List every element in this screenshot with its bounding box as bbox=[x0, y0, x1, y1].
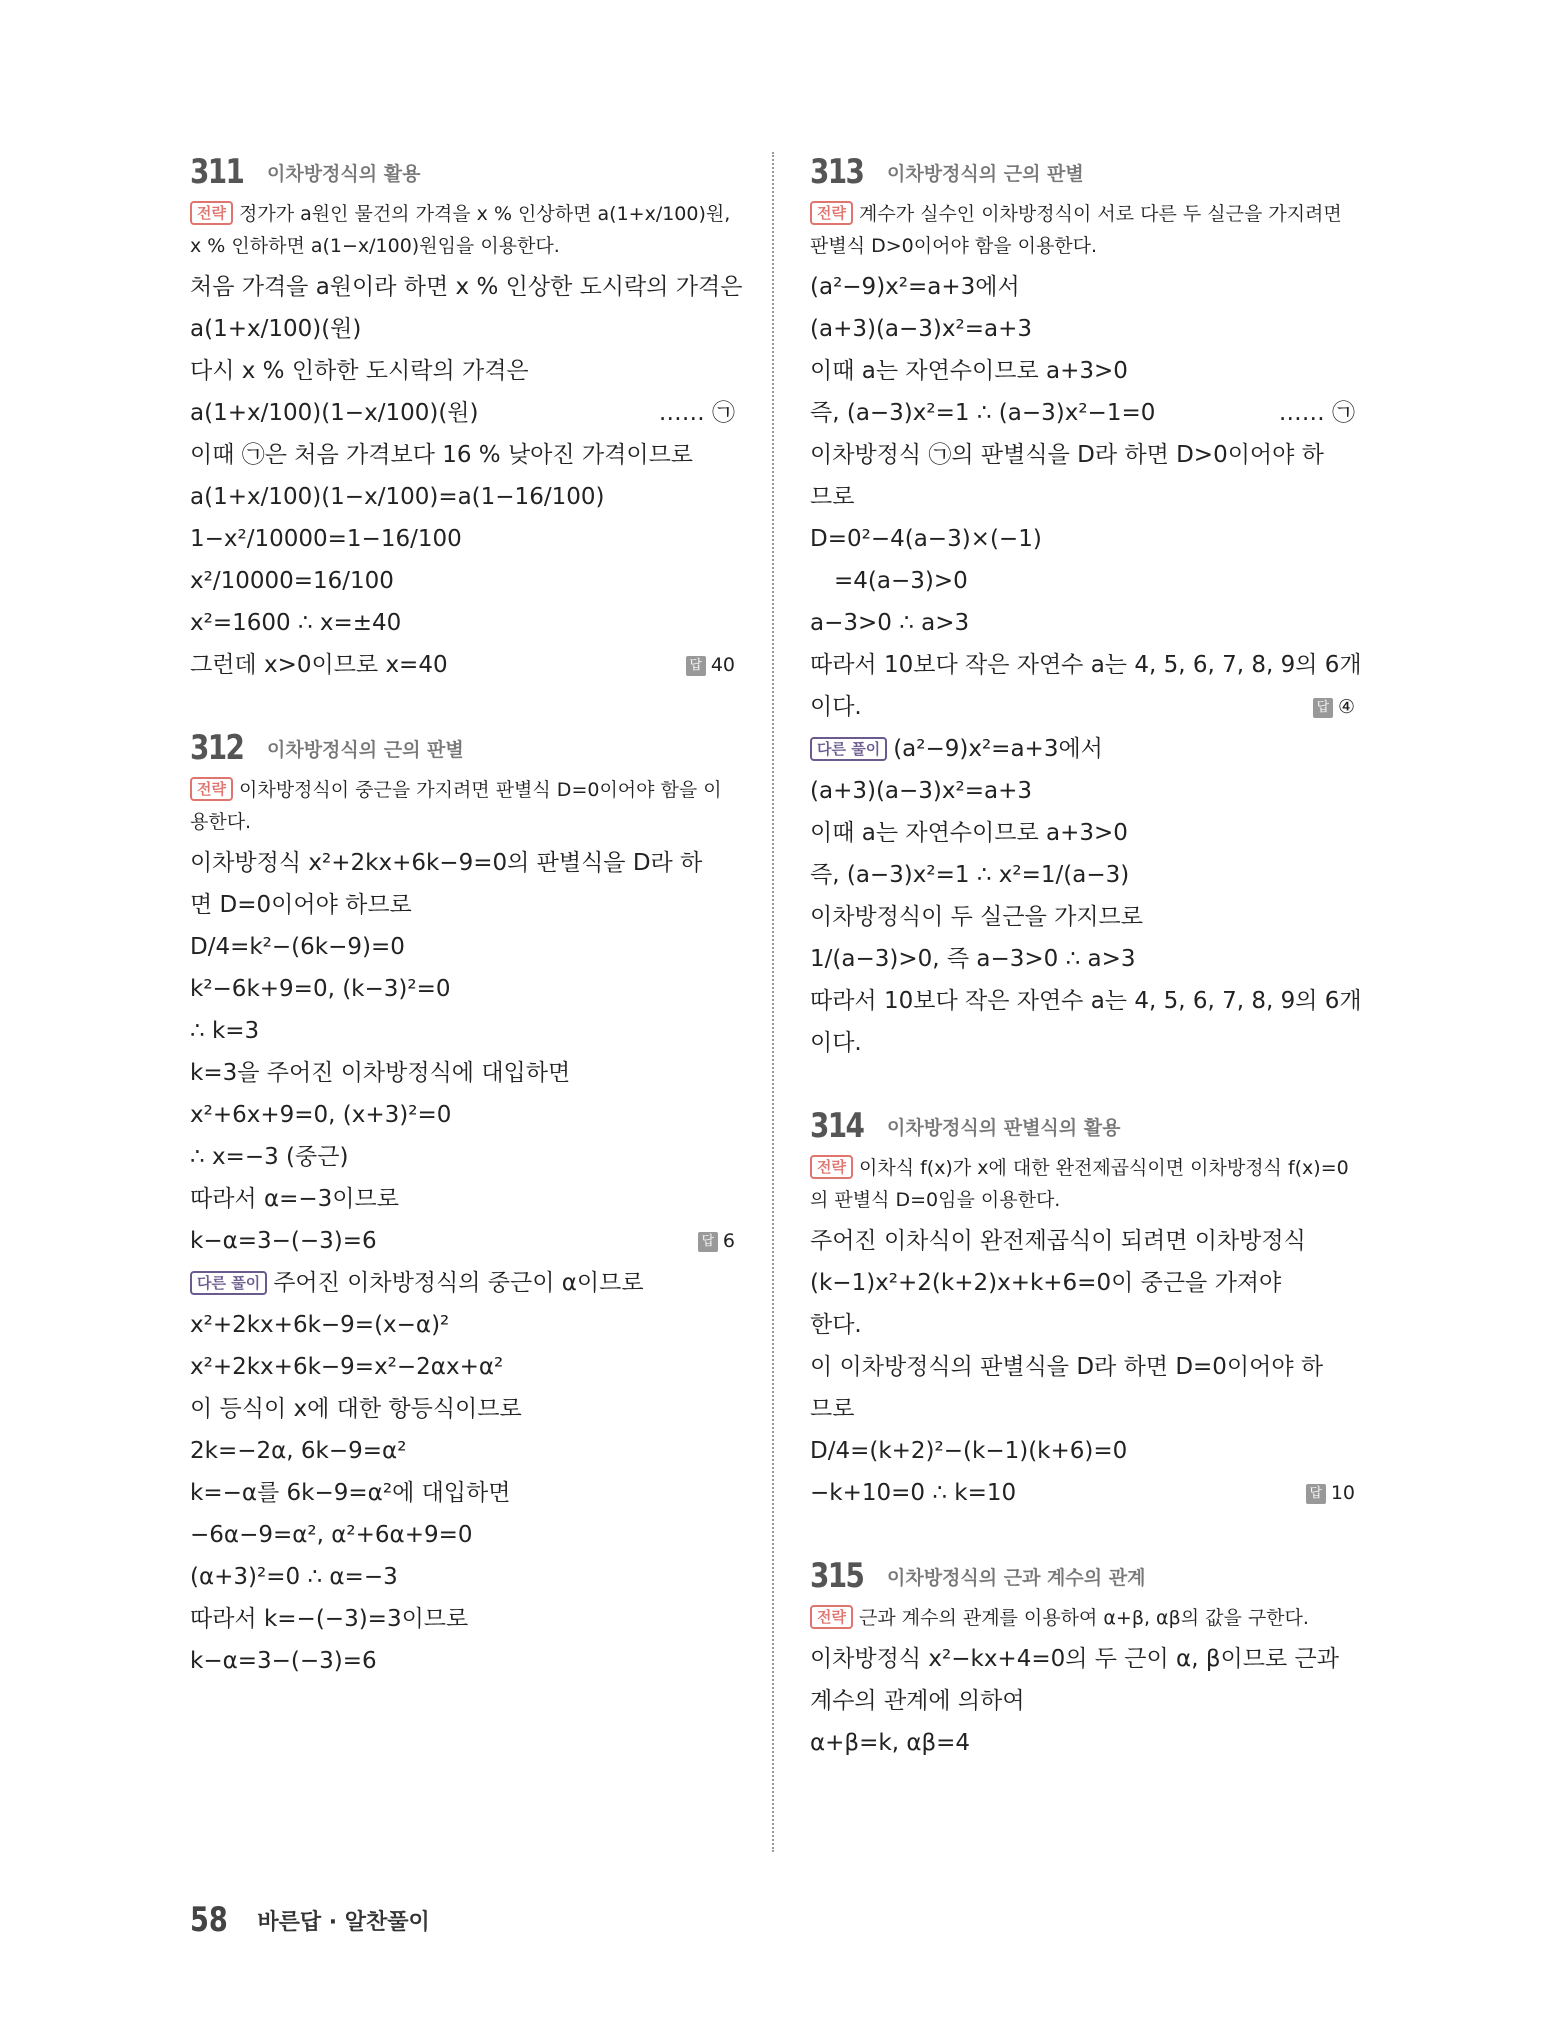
solution-line bbox=[190, 1262, 735, 1304]
problem-section bbox=[810, 150, 1362, 1064]
alt-solution-tag: 다른 풀이 bbox=[190, 1271, 267, 1295]
solution-text: k²−6k+9=0, (k−3)²=0 bbox=[190, 976, 451, 1002]
problem-title: 이차방정식의 근의 판별 bbox=[266, 738, 464, 761]
solution-line bbox=[810, 728, 1355, 770]
solution-text: 그런데 x>0이므로 x=40 bbox=[190, 652, 448, 678]
solution-text: 이차방정식 x²−kx+4=0의 두 근이 α, β이므로 근과 bbox=[810, 1646, 1339, 1672]
solution-text: −k+10=0 ∴ k=10 bbox=[810, 1480, 1017, 1506]
solution-text: 이다. bbox=[810, 1030, 862, 1056]
solution-line bbox=[810, 392, 1355, 434]
solution-line bbox=[190, 926, 735, 968]
solution-line bbox=[810, 896, 1355, 938]
solution-text: 계수의 관계에 의하여 bbox=[810, 1688, 1025, 1714]
strategy-note bbox=[810, 1152, 1355, 1216]
solution-text: x²+2kx+6k−9=x²−2αx+α² bbox=[190, 1354, 504, 1380]
solution-line bbox=[810, 1220, 1355, 1262]
solution-text: (a+3)(a−3)x²=a+3 bbox=[810, 778, 1032, 804]
solution-line bbox=[190, 644, 735, 686]
solution-line bbox=[810, 1430, 1355, 1472]
solution-text: ∴ x=−3 (중근) bbox=[190, 1144, 349, 1170]
solution-line bbox=[190, 1430, 735, 1472]
solution-line bbox=[190, 1304, 735, 1346]
solution-line bbox=[190, 392, 735, 434]
solution-line bbox=[190, 1388, 735, 1430]
solution-line bbox=[810, 686, 1355, 728]
problem-header bbox=[810, 1554, 1355, 1598]
solution-text: 즉, (a−3)x²=1 ∴ (a−3)x²−1=0 bbox=[810, 400, 1156, 426]
solution-text: 따라서 α=−3이므로 bbox=[190, 1186, 399, 1212]
alt-solution-tag: 다른 풀이 bbox=[810, 737, 887, 761]
strategy-text: 이차방정식이 중근을 가지려면 판별식 D=0이어야 함을 이용한다. bbox=[190, 779, 722, 833]
problem-number: 312 bbox=[190, 728, 244, 768]
strategy-note bbox=[810, 1602, 1355, 1634]
solution-line bbox=[810, 854, 1355, 896]
solution-text: 이때 ㉠은 처음 가격보다 16 % 낮아진 가격이므로 bbox=[190, 442, 694, 468]
solution-line bbox=[190, 884, 735, 926]
solution-line bbox=[190, 350, 735, 392]
problem-section bbox=[810, 1104, 1355, 1514]
answer-value: 10 bbox=[1330, 1482, 1355, 1504]
solution-line bbox=[810, 1638, 1355, 1680]
solution-text: 므로 bbox=[810, 484, 855, 510]
solution-text: 따라서 10보다 작은 자연수 a는 4, 5, 6, 7, 8, 9의 6개 bbox=[810, 988, 1362, 1014]
answer-value: ④ bbox=[1337, 696, 1355, 718]
solution-text: 1/(a−3)>0, 즉 a−3>0 ∴ a>3 bbox=[810, 946, 1136, 972]
solution-text: k−α=3−(−3)=6 bbox=[190, 1648, 377, 1674]
problem-header bbox=[810, 1104, 1355, 1148]
solution-line bbox=[810, 434, 1355, 476]
solution-text: 따라서 k=−(−3)=3이므로 bbox=[190, 1606, 469, 1632]
solution-text: D=0²−4(a−3)×(−1) bbox=[810, 526, 1042, 552]
solution-text: 따라서 10보다 작은 자연수 a는 4, 5, 6, 7, 8, 9의 6개 bbox=[810, 652, 1362, 678]
strategy-tag: 전략 bbox=[810, 201, 853, 225]
solution-line bbox=[810, 1304, 1355, 1346]
solution-line bbox=[190, 1094, 735, 1136]
solution-line bbox=[190, 1052, 735, 1094]
strategy-text: 계수가 실수인 이차방정식이 서로 다른 두 실근을 가지려면 판별식 D>0이어야 함을 이용한다. bbox=[810, 203, 1342, 257]
strategy-text: 정가가 a원인 물건의 가격을 x % 인상하면 a(1+x/100)원, x % 인하하면 a(1−x/100)원임을 이용한다. bbox=[190, 203, 731, 257]
page-footer bbox=[190, 1900, 430, 1940]
solution-line bbox=[190, 560, 735, 602]
solution-text: k=3을 주어진 이차방정식에 대입하면 bbox=[190, 1060, 571, 1086]
solution-text: 므로 bbox=[810, 1396, 855, 1422]
problem-title: 이차방정식의 근과 계수의 관계 bbox=[886, 1566, 1146, 1589]
strategy-tag: 전략 bbox=[810, 1605, 853, 1629]
solution-text: 1−x²/10000=1−16/100 bbox=[190, 526, 462, 552]
problem-header bbox=[190, 150, 735, 194]
solution-line bbox=[810, 476, 1355, 518]
solution-text: x²=1600 ∴ x=±40 bbox=[190, 610, 402, 636]
column-divider bbox=[772, 152, 774, 1852]
solution-line bbox=[190, 308, 735, 350]
strategy-note bbox=[190, 774, 735, 838]
strategy-tag: 전략 bbox=[810, 1155, 853, 1179]
solution-line bbox=[190, 1514, 735, 1556]
solution-text: D/4=(k+2)²−(k−1)(k+6)=0 bbox=[810, 1438, 1128, 1464]
problem-title: 이차방정식의 활용 bbox=[266, 162, 421, 185]
answer-mark bbox=[1313, 686, 1355, 728]
solution-line bbox=[190, 968, 735, 1010]
solution-text: 면 D=0이어야 하므로 bbox=[190, 892, 412, 918]
solution-line bbox=[190, 1472, 735, 1514]
solution-text: 다시 x % 인하한 도시락의 가격은 bbox=[190, 358, 529, 384]
problem-number: 311 bbox=[190, 152, 244, 192]
solution-line bbox=[190, 476, 735, 518]
answer-mark bbox=[698, 1220, 735, 1262]
solution-line bbox=[190, 1556, 735, 1598]
solution-text: a(1+x/100)(원) bbox=[190, 316, 362, 342]
solution-text: (α+3)²=0 ∴ α=−3 bbox=[190, 1564, 398, 1590]
answer-icon: 답 bbox=[1306, 1484, 1326, 1504]
answer-icon: 답 bbox=[1313, 698, 1333, 718]
solution-line bbox=[190, 1640, 735, 1682]
solution-text: 한다. bbox=[810, 1312, 862, 1338]
problem-section bbox=[810, 1554, 1355, 1764]
book-title: 바른답 · 알찬풀이 bbox=[257, 1909, 430, 1935]
left-column bbox=[190, 150, 743, 1722]
solution-text: a−3>0 ∴ a>3 bbox=[810, 610, 970, 636]
solution-line bbox=[810, 518, 1355, 560]
solution-text: x²+6x+9=0, (x+3)²=0 bbox=[190, 1102, 452, 1128]
solution-line bbox=[810, 1022, 1355, 1064]
solution-line bbox=[810, 266, 1355, 308]
solution-line bbox=[190, 1136, 735, 1178]
solution-text: (a+3)(a−3)x²=a+3 bbox=[810, 316, 1032, 342]
solution-line bbox=[190, 434, 735, 476]
answer-icon: 답 bbox=[698, 1232, 718, 1252]
solution-line bbox=[810, 980, 1362, 1022]
solution-line bbox=[810, 1346, 1355, 1388]
solution-text: (a²−9)x²=a+3에서 bbox=[893, 736, 1103, 762]
solution-text: ∴ k=3 bbox=[190, 1018, 260, 1044]
solution-text: 이 이차방정식의 판별식을 D라 하면 D=0이어야 하 bbox=[810, 1354, 1324, 1380]
solution-line bbox=[810, 812, 1355, 854]
solution-line bbox=[190, 518, 735, 560]
solution-line bbox=[190, 1598, 735, 1640]
solution-text: α+β=k, αβ=4 bbox=[810, 1730, 971, 1756]
problem-section bbox=[190, 150, 743, 686]
solution-text: 처음 가격을 a원이라 하면 x % 인상한 도시락의 가격은 bbox=[190, 274, 743, 300]
problem-section bbox=[190, 726, 735, 1682]
solution-text: 주어진 이차식이 완전제곱식이 되려면 이차방정식 bbox=[810, 1228, 1306, 1254]
solution-line bbox=[190, 1178, 735, 1220]
strategy-tag: 전략 bbox=[190, 201, 233, 225]
equation-tag: …… ㉠ bbox=[1278, 400, 1355, 426]
solution-text: 이때 a는 자연수이므로 a+3>0 bbox=[810, 820, 1128, 846]
solution-text: 이차방정식 x²+2kx+6k−9=0의 판별식을 D라 하 bbox=[190, 850, 703, 876]
solution-line bbox=[190, 1010, 735, 1052]
solution-line bbox=[190, 1220, 735, 1262]
solution-line bbox=[810, 1722, 1355, 1764]
solution-line bbox=[810, 602, 1355, 644]
solution-text: (a²−9)x²=a+3에서 bbox=[810, 274, 1020, 300]
answer-value: 6 bbox=[722, 1230, 735, 1252]
solution-text: a(1+x/100)(1−x/100)(원) bbox=[190, 400, 479, 426]
solution-line bbox=[190, 842, 735, 884]
solution-line bbox=[190, 266, 743, 308]
solution-text: x²/10000=16/100 bbox=[190, 568, 394, 594]
solution-line bbox=[810, 560, 1355, 602]
solution-text: 주어진 이차방정식의 중근이 α이므로 bbox=[273, 1270, 644, 1296]
problem-header bbox=[810, 150, 1355, 194]
problem-number: 315 bbox=[810, 1556, 864, 1596]
problem-number: 314 bbox=[810, 1106, 864, 1146]
solution-text: 즉, (a−3)x²=1 ∴ x²=1/(a−3) bbox=[810, 862, 1130, 888]
solution-text: 이차방정식 ㉠의 판별식을 D라 하면 D>0이어야 하 bbox=[810, 442, 1324, 468]
solution-line bbox=[810, 938, 1355, 980]
solution-line bbox=[810, 770, 1355, 812]
strategy-note bbox=[810, 198, 1355, 262]
problem-number: 313 bbox=[810, 152, 864, 192]
answer-value: 40 bbox=[710, 654, 735, 676]
problem-title: 이차방정식의 근의 판별 bbox=[886, 162, 1084, 185]
answer-icon: 답 bbox=[686, 656, 706, 676]
strategy-note bbox=[190, 198, 735, 262]
strategy-text: 근과 계수의 관계를 이용하여 α+β, αβ의 값을 구한다. bbox=[858, 1607, 1309, 1629]
solution-line bbox=[810, 308, 1355, 350]
solution-text: x²+2kx+6k−9=(x−α)² bbox=[190, 1312, 450, 1338]
solution-line bbox=[810, 1388, 1355, 1430]
solution-line bbox=[810, 350, 1355, 392]
solution-line bbox=[190, 1346, 735, 1388]
solution-line bbox=[810, 1262, 1355, 1304]
solution-text: 이 등식이 x에 대한 항등식이므로 bbox=[190, 1396, 522, 1422]
solution-text: 2k=−2α, 6k−9=α² bbox=[190, 1438, 407, 1464]
solution-text: −6α−9=α², α²+6α+9=0 bbox=[190, 1522, 473, 1548]
problem-title: 이차방정식의 판별식의 활용 bbox=[886, 1116, 1121, 1139]
solution-text: k=−α를 6k−9=α²에 대입하면 bbox=[190, 1480, 511, 1506]
solution-line bbox=[190, 602, 735, 644]
solution-line bbox=[810, 644, 1362, 686]
solution-text: 이때 a는 자연수이므로 a+3>0 bbox=[810, 358, 1128, 384]
strategy-tag: 전략 bbox=[190, 777, 233, 801]
solution-text: 이차방정식이 두 실근을 가지므로 bbox=[810, 904, 1143, 930]
solution-line bbox=[810, 1680, 1355, 1722]
solution-text: 이다. bbox=[810, 694, 862, 720]
page-number: 58 bbox=[190, 1900, 228, 1940]
answer-mark bbox=[1306, 1472, 1355, 1514]
answer-mark bbox=[686, 644, 735, 686]
solution-text: k−α=3−(−3)=6 bbox=[190, 1228, 377, 1254]
solution-text: =4(a−3)>0 bbox=[834, 568, 968, 594]
solution-text: a(1+x/100)(1−x/100)=a(1−16/100) bbox=[190, 484, 605, 510]
right-column bbox=[810, 150, 1362, 1804]
solution-line bbox=[810, 1472, 1355, 1514]
strategy-text: 이차식 f(x)가 x에 대한 완전제곱식이면 이차방정식 f(x)=0의 판별식 D=0임을 이용한다. bbox=[810, 1157, 1349, 1211]
solution-text: D/4=k²−(6k−9)=0 bbox=[190, 934, 405, 960]
solution-text: (k−1)x²+2(k+2)x+k+6=0이 중근을 가져야 bbox=[810, 1270, 1282, 1296]
equation-tag: …… ㉠ bbox=[658, 400, 735, 426]
problem-header bbox=[190, 726, 735, 770]
